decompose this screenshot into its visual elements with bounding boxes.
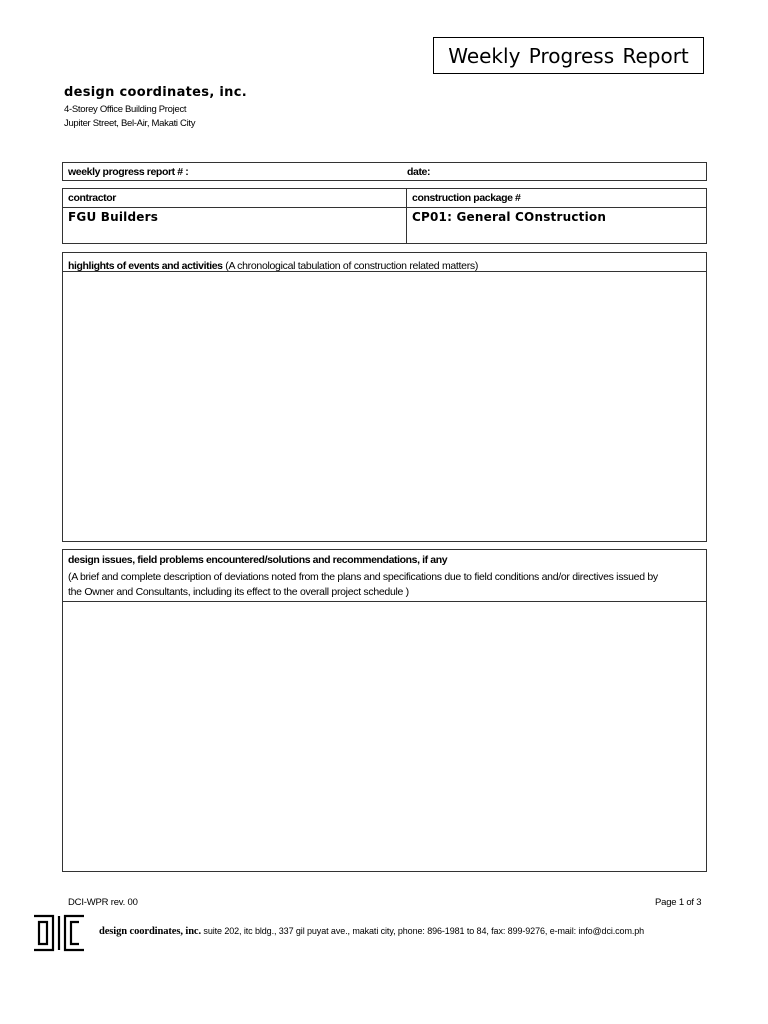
contractor-label: contractor xyxy=(68,192,116,204)
package-value: CP01: General COnstruction xyxy=(412,210,607,224)
contractor-value: FGU Builders xyxy=(68,210,159,224)
footer-contact: suite 202, itc bldg., 337 gil puyat ave., makati city, phone: 896-1981 to 84, fax: 899-9276, e-mail: info@dci.com.ph xyxy=(201,926,645,936)
contractor-section xyxy=(62,188,707,244)
footer-address xyxy=(99,926,644,937)
issues-section xyxy=(62,549,707,872)
highlights-section xyxy=(62,252,707,542)
highlights-label: highlights of events and activities xyxy=(68,260,223,272)
issues-label: design issues, field problems encountered/solutions and recommendations, if any xyxy=(68,554,448,566)
issues-note-line-1: (A brief and complete description of deviations noted from the plans and specifications due to field conditions and/or directives issued by xyxy=(68,571,658,583)
form-code: DCI-WPR rev. 00 xyxy=(68,897,138,908)
divider xyxy=(63,271,706,272)
divider xyxy=(406,189,407,243)
issues-note-line-2: the Owner and Consultants, including its effect to the overall project schedule ) xyxy=(68,586,409,598)
page-indicator: Page 1 of 3 xyxy=(655,897,702,908)
report-number-row xyxy=(62,162,707,181)
company-logo xyxy=(33,914,85,952)
report-number-label: weekly progress report # : xyxy=(68,166,189,178)
date-label: date: xyxy=(407,166,431,178)
company-name: design coordinates, inc. xyxy=(64,85,247,100)
project-name: 4-Storey Office Building Project xyxy=(64,104,187,115)
footer-company: design coordinates, inc. xyxy=(99,926,202,937)
report-title: Weekly Progress Report xyxy=(433,37,704,74)
package-label: construction package # xyxy=(412,192,521,204)
divider xyxy=(63,207,706,208)
highlights-note: (A chronological tabulation of construction related matters) xyxy=(222,260,479,272)
divider xyxy=(63,601,706,602)
project-address: Jupiter Street, Bel-Air, Makati City xyxy=(64,118,196,129)
